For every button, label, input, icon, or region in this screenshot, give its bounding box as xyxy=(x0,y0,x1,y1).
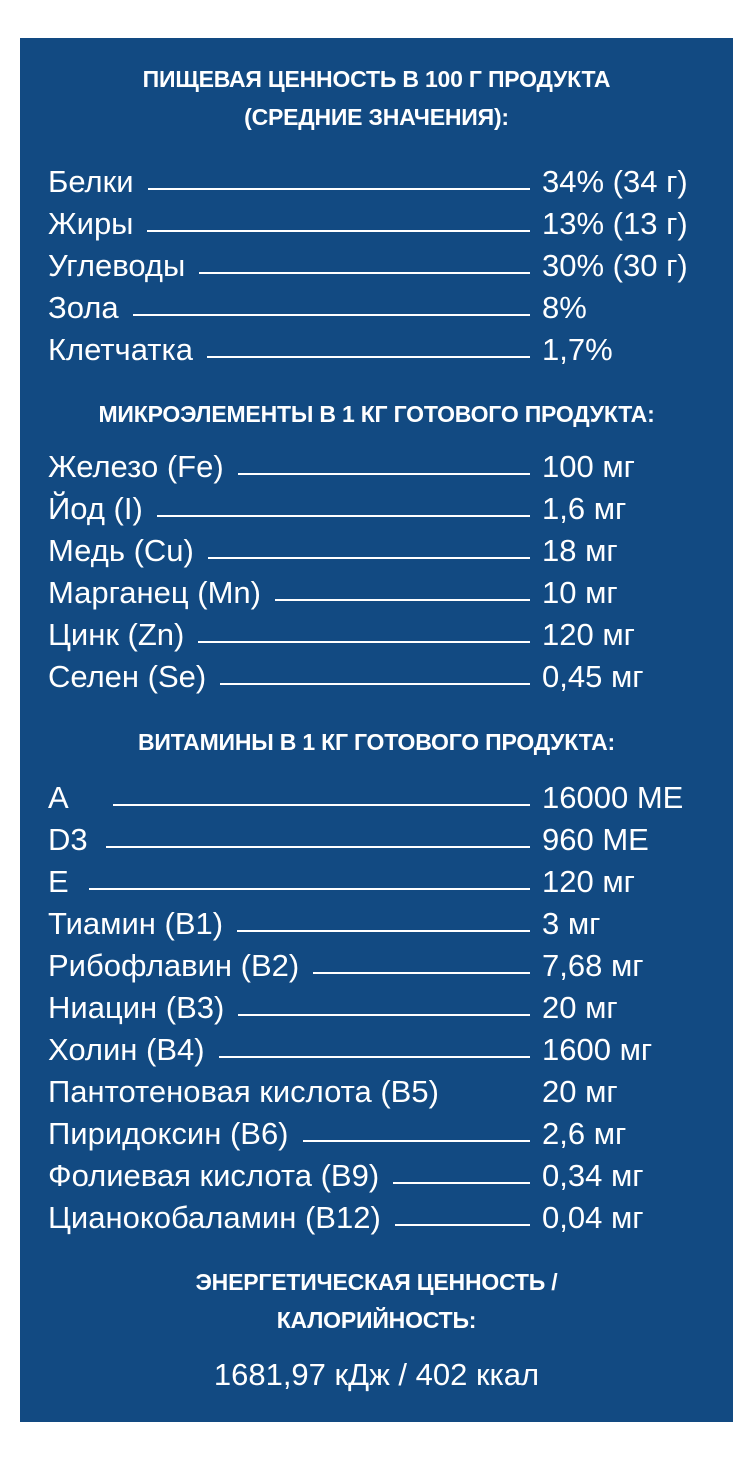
minerals-list xyxy=(48,446,720,698)
vitamin-row-b4 xyxy=(48,1029,720,1071)
row-label: Рибофлавин (B2) xyxy=(48,948,300,983)
row-label: Пиридоксин (B6) xyxy=(48,1116,289,1151)
row-label: Фолиевая кислота (B9) xyxy=(48,1158,380,1193)
vitamin-row-b1 xyxy=(48,903,720,945)
nutrition-panel xyxy=(20,38,733,1422)
row-label: Железо (Fe) xyxy=(48,449,224,484)
energy-title-line1: ЭНЕРГЕТИЧЕСКАЯ ЦЕННОСТЬ / xyxy=(195,1269,558,1295)
row-value: 34% (34 г) xyxy=(542,164,688,199)
leader-line xyxy=(275,599,530,601)
nutrition-title xyxy=(20,60,733,136)
row-label: Цианокобаламин (B12) xyxy=(48,1200,381,1235)
leader-line xyxy=(89,888,530,890)
minerals-title: МИКРОЭЛЕМЕНТЫ В 1 КГ ГОТОВОГО ПРОДУКТА: xyxy=(98,401,655,427)
row-label: Белки xyxy=(48,164,134,199)
mineral-row-manganese xyxy=(48,572,720,614)
row-label: Жиры xyxy=(48,206,134,241)
row-label: Цинк (Zn) xyxy=(48,617,185,652)
vitamin-row-b9 xyxy=(48,1155,720,1197)
energy-title-line2: КАЛОРИЙНОСТЬ: xyxy=(276,1307,477,1333)
leader-line xyxy=(133,314,530,316)
vitamin-row-b6 xyxy=(48,1113,720,1155)
leader-line xyxy=(219,1056,530,1058)
leader-line xyxy=(238,473,530,475)
nutrition-title-line2: (СРЕДНИЕ ЗНАЧЕНИЯ): xyxy=(244,104,509,130)
vitamins-title: ВИТАМИНЫ В 1 КГ ГОТОВОГО ПРОДУКТА: xyxy=(138,729,615,755)
row-label: Медь (Cu) xyxy=(48,533,194,568)
nutrition-row-ash xyxy=(48,287,720,329)
row-value: 30% (30 г) xyxy=(542,248,688,283)
leader-line xyxy=(238,1014,530,1016)
nutrition-row-carbs xyxy=(48,245,720,287)
vitamin-row-e xyxy=(48,861,720,903)
energy-value: 1681,97 кДж / 402 ккал xyxy=(213,1357,540,1392)
nutrition-row-protein xyxy=(48,161,720,203)
row-value: 13% (13 г) xyxy=(542,206,688,241)
row-value: 1600 мг xyxy=(542,1032,653,1067)
row-label: E xyxy=(48,864,69,899)
row-value: 960 МЕ xyxy=(542,822,649,857)
nutrition-title-line1: ПИЩЕВАЯ ЦЕННОСТЬ В 100 Г ПРОДУКТА xyxy=(142,66,611,92)
row-value: 3 мг xyxy=(542,906,601,941)
leader-line xyxy=(439,1098,530,1100)
nutrition-row-fiber xyxy=(48,329,720,371)
leader-line xyxy=(237,930,530,932)
row-label: Йод (I) xyxy=(48,491,143,526)
row-label: Марганец (Mn) xyxy=(48,575,261,610)
nutrition-row-fat xyxy=(48,203,720,245)
row-value: 120 мг xyxy=(542,864,635,899)
vitamin-row-b3 xyxy=(48,987,720,1029)
leader-line xyxy=(147,230,530,232)
row-value: 0,04 мг xyxy=(542,1200,644,1235)
row-label: A xyxy=(48,780,69,815)
leader-line xyxy=(313,972,530,974)
row-label: Холин (B4) xyxy=(48,1032,205,1067)
row-value: 7,68 мг xyxy=(542,948,644,983)
row-value: 100 мг xyxy=(542,449,635,484)
row-value: 8% xyxy=(542,290,587,325)
vitamin-row-a xyxy=(48,777,720,819)
row-value: 20 мг xyxy=(542,1074,618,1109)
row-label: D3 xyxy=(48,822,88,857)
nutrition-list xyxy=(48,161,720,371)
row-value: 0,34 мг xyxy=(542,1158,644,1193)
row-value: 0,45 мг xyxy=(542,659,644,694)
leader-line xyxy=(199,272,530,274)
mineral-row-zinc xyxy=(48,614,720,656)
leader-line xyxy=(395,1224,530,1226)
mineral-row-iodine xyxy=(48,488,720,530)
leader-line xyxy=(303,1140,530,1142)
mineral-row-copper xyxy=(48,530,720,572)
row-label: Зола xyxy=(48,290,119,325)
vitamins-list xyxy=(48,777,720,1239)
leader-line xyxy=(113,804,530,806)
leader-line xyxy=(208,557,530,559)
mineral-row-iron xyxy=(48,446,720,488)
row-label: Клетчатка xyxy=(48,332,193,367)
leader-line xyxy=(157,515,530,517)
energy-title xyxy=(20,1263,733,1339)
row-label: Пантотеновая кислота (B5) xyxy=(48,1074,439,1109)
leader-line xyxy=(207,356,530,358)
vitamin-row-b12 xyxy=(48,1197,720,1239)
row-label: Селен (Se) xyxy=(48,659,207,694)
row-label: Тиамин (B1) xyxy=(48,906,224,941)
row-value: 2,6 мг xyxy=(542,1116,627,1151)
row-value: 20 мг xyxy=(542,990,618,1025)
row-value: 1,7% xyxy=(542,332,613,367)
row-value: 120 мг xyxy=(542,617,635,652)
row-label: Углеводы xyxy=(48,248,186,283)
leader-line xyxy=(220,683,530,685)
leader-line xyxy=(106,846,530,848)
leader-line xyxy=(198,641,530,643)
vitamin-row-b5 xyxy=(48,1071,720,1113)
row-value: 18 мг xyxy=(542,533,618,568)
leader-line xyxy=(148,188,530,190)
vitamin-row-b2 xyxy=(48,945,720,987)
leader-line xyxy=(393,1182,530,1184)
row-value: 16000 МЕ xyxy=(542,780,684,815)
row-value: 10 мг xyxy=(542,575,618,610)
row-label: Ниацин (B3) xyxy=(48,990,225,1025)
vitamin-row-d3 xyxy=(48,819,720,861)
row-value: 1,6 мг xyxy=(542,491,627,526)
mineral-row-selenium xyxy=(48,656,720,698)
